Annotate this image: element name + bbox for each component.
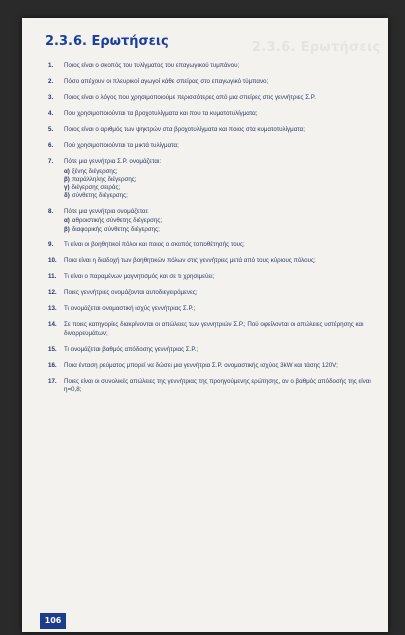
question-number: 8. <box>48 207 54 215</box>
question-item <box>48 362 382 371</box>
question-item <box>48 62 382 71</box>
question-item <box>48 273 382 282</box>
question-text: Πότε μια γεννήτρια Σ.Ρ. ονομάζεται: <box>64 157 162 165</box>
question-number: 6. <box>48 141 54 149</box>
sub-question <box>64 217 382 225</box>
question-text: Που χρησιμοποιούνται τα βροχοτυλίγματα και που τα κυματοτυλίγματα; <box>64 109 258 117</box>
question-text: Πού χρησιμοποιούνται τα μικτά τυλίγματα; <box>64 141 179 149</box>
sub-question-mark: γ) <box>64 183 70 191</box>
question-item <box>48 142 382 151</box>
sub-question <box>64 226 382 234</box>
question-item <box>48 257 382 266</box>
question-item <box>48 208 382 234</box>
question-number: 3. <box>48 93 54 101</box>
question-text: Πότε μια γεννήτρια ονομάζεται: <box>64 207 149 215</box>
question-item <box>48 241 382 250</box>
page-number-badge: 106 <box>40 613 66 629</box>
questions-list <box>48 62 382 402</box>
sub-question-text: διαφορικής σύνθετης διέγερσης; <box>71 225 160 233</box>
section-title: 2.3.6. Ερωτήσεις <box>45 34 169 49</box>
question-item <box>48 378 382 395</box>
sub-question-mark: α) <box>64 217 70 225</box>
question-number: 14. <box>48 321 57 329</box>
question-item <box>48 158 382 200</box>
sub-question-mark: β) <box>64 175 70 183</box>
sub-question <box>64 168 382 176</box>
question-number: 10. <box>48 257 57 265</box>
question-item <box>48 126 382 135</box>
question-text: Ποιος είναι ο λόγος που χρησιμοποιούμε περισσότερες από μια σπείρες στις γεννήτριες Σ.Ρ. <box>64 93 316 101</box>
question-item <box>48 78 382 87</box>
sub-question-mark: δ) <box>64 192 70 200</box>
question-text: Σε ποιες κατηγορίες διακρίνονται οι απώλειες των γεννητριών Σ.Ρ.; Πού οφείλονται οι απώλειες υστέρησης και δινορρευμάτων; <box>64 321 364 337</box>
question-item <box>48 94 382 103</box>
question-text: Τι ονομάζεται ονομαστική ισχύς γεννήτριας Σ.Ρ.; <box>64 305 196 313</box>
question-item <box>48 289 382 298</box>
sub-question-list <box>64 217 382 233</box>
sub-question <box>64 192 382 200</box>
question-item <box>48 305 382 314</box>
question-number: 4. <box>48 109 54 117</box>
sub-question <box>64 176 382 184</box>
question-number: 11. <box>48 273 57 281</box>
sub-question-text: παράλληλης διέγερσης; <box>71 175 137 183</box>
sub-question-list <box>64 168 382 201</box>
question-number: 13. <box>48 305 57 313</box>
question-text: Ποια ένταση ρεύματος μπορεί να δώσει μια γεννήτρια Σ.Ρ. ονομαστικής ισχύος 3kW και τάσης 120V; <box>64 361 338 369</box>
question-item <box>48 321 382 338</box>
question-number: 9. <box>48 241 54 249</box>
sub-question-text: αθροιστικής σύνθετης διέγερσης; <box>71 217 163 225</box>
question-number: 12. <box>48 289 57 297</box>
question-text: Τι είναι οι βοηθητικοί πόλοι και ποιος ο σκοπός τοποθέτησής τους; <box>64 241 245 249</box>
question-text: Ποιος είναι ο σκοπός του τυλίγματος του επαγωγικού τυμπάνου; <box>64 62 240 69</box>
question-item <box>48 110 382 119</box>
question-number: 16. <box>48 361 57 369</box>
question-text: Ποια είναι η διαδοχή των βοηθητικών πόλων στις γεννήτριες μετά από τους κύριους πόλους; <box>64 257 316 265</box>
sub-question-text: ξένης διέγερσης; <box>71 167 118 175</box>
sub-question-text: διέγερσης σειράς; <box>71 183 121 191</box>
question-text: Ποιες γεννήτριες ονομάζονται αυτοδιεγειρόμενες; <box>64 289 198 297</box>
sub-question-mark: β) <box>64 225 70 233</box>
question-text: Τι ονομάζεται βαθμός απόδοσης γεννήτριας Σ.Ρ.; <box>64 345 199 353</box>
question-number: 2. <box>48 77 54 85</box>
question-text: Ποιες είναι οι συνολικές απώλειες της γεννήτριας της προηγούμενης ερώτησης, αν ο βαθμός απόδοσής της είναι η=0,8; <box>64 377 371 394</box>
sub-question-mark: α) <box>64 167 70 175</box>
question-number: 1. <box>48 62 54 69</box>
sub-question-text: σύνθετης διέγερσης; <box>71 192 128 200</box>
sub-question <box>64 184 382 192</box>
question-number: 5. <box>48 125 54 133</box>
question-number: 7. <box>48 157 54 165</box>
document-page <box>22 18 388 632</box>
question-text: Πόσο απέχουν οι πλευρικοί αγωγοί κάθε σπείρας στο επαγωγικό τύμπανο; <box>64 77 269 85</box>
question-text: Ποιος είναι ο αριθμός των ψηκτρών στα βροχοτυλίγματα και ποιος στα κυματοτυλίγματα; <box>64 125 305 133</box>
question-item <box>48 346 382 355</box>
question-number: 17. <box>48 377 57 385</box>
question-number: 15. <box>48 345 57 353</box>
question-text: Τι είναι ο παραμένων μαγνητισμός και σε τι χρησιμεύει; <box>64 273 215 281</box>
show-through-heading: 2.3.6. Ερωτήσεις <box>252 40 381 55</box>
